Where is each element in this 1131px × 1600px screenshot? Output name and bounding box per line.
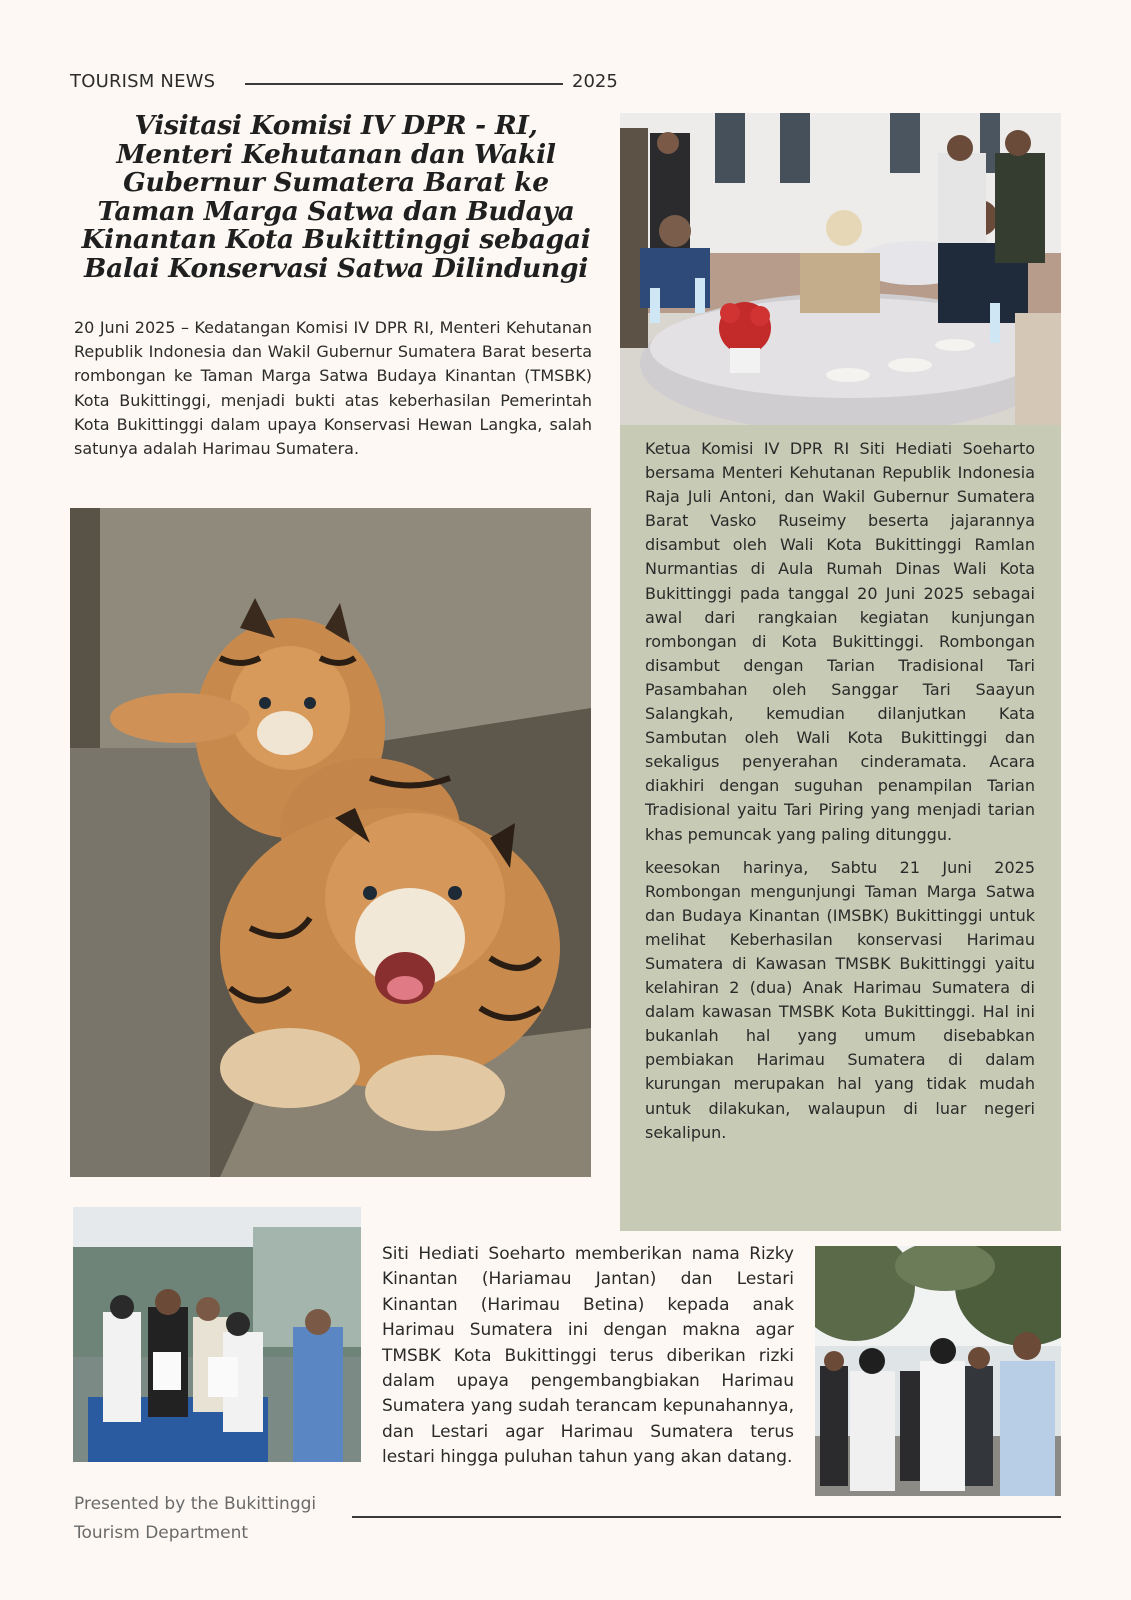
article-intro: 20 Juni 2025 – Kedatangan Komisi IV DPR RI, Menteri Kehutanan Republik Indonesia dan Wakil Gubernur Sumatera Barat beserta rombongan ke Taman Marga Satwa Budaya Kinantan (TMSBK) Kota Bukittinggi, menjadi bukti atas keberhasilan Pemerintah Kota Bukittinggi dalam upaya Konservasi Hewan Langka, salah satunya adalah Harimau Sumatera. [74,318,592,459]
header-year: 2025 [572,71,618,92]
footer-credit [74,1490,364,1548]
footer-divider [352,1516,1061,1518]
panel-text [645,437,1035,1154]
banquet-photo [620,113,1061,425]
section-label: TOURISM NEWS [70,71,216,92]
article-title: Visitasi Komisi IV DPR - RI, Menteri Kehutanan dan Wakil Gubernur Sumatera Barat ke Taman Marga Satwa dan Budaya Kinantan Kota Bukittinggi sebagai Balai Konservasi Satwa Dilindungi [81,110,591,284]
footer-line-1: Presented by the Bukittinggi [74,1494,317,1514]
tiger-cubs-photo [70,508,591,1177]
panel-paragraph-2: keesokan harinya, Sabtu 21 Juni 2025 Rombongan mengunjungi Taman Marga Satwa dan Budaya Kinantan (IMSBK) Bukittinggi untuk melihat Keberhasilan konservasi Harimau Sumatera di Kawasan TMSBK Bukittinggi yaitu kelahiran 2 (dua) Anak Harimau Sumatera di dalam kawasan TMSBK Kota Bukittinggi. Hal ini bukanlah hal yang umum disebabkan pembiakan Harimau Sumatera di dalam kurungan merupakan hal yang tidak mudah untuk dilakukan, walaupun di luar negeri sekalipun. [645,857,1035,1142]
outdoor-visit-photo [815,1246,1061,1496]
header-divider [245,83,563,85]
panel-paragraph-1: Ketua Komisi IV DPR RI Siti Hediati Soeharto bersama Menteri Kehutanan Republik Indonesia Raja Juli Antoni, dan Wakil Gubernur Sumatera Barat Vasko Ruseimy beserta jajarannya disambut oleh Wali Kota Bukittinggi Ramlan Nurmantias di Aula Rumah Dinas Wali Kota Bukittinggi pada tanggal 20 Juni 2025 sebagai awal dari rangkaian kegiatan kunjungan rombongan di Kota Bukittinggi. Rombongan disambut dengan Tarian Tradisional Tari Pasambahan oleh Sanggar Tari Saayun Salangkah, kemudian dilanjutkan Kata Sambutan oleh Wali Kota Bukittinggi dan sekaligus penyerahan cinderamata. Acara diakhiri dengan suguhan penampilan Tarian Tradisional yaitu Tari Piring yang menjadi tarian khas pemuncak yang paling ditunggu. [645,439,1035,844]
footer-line-2: Tourism Department [74,1523,249,1543]
bottom-paragraph: Siti Hediati Soeharto memberikan nama Rizky Kinantan (Hariamau Jantan) dan Lestari Kinantan (Harimau Betina) kepada anak Harimau Sumatera ini dengan makna agar TMSBK Kota Bukittinggi terus diberikan rizki dalam upaya pengembangbiakan Harimau Sumatera yang sudah terancam kepunahannya, dan Lestari agar Harimau Sumatera terus lestari hingga puluhan tahun yang akan datang. [382,1244,794,1468]
certificate-photo [73,1207,361,1462]
